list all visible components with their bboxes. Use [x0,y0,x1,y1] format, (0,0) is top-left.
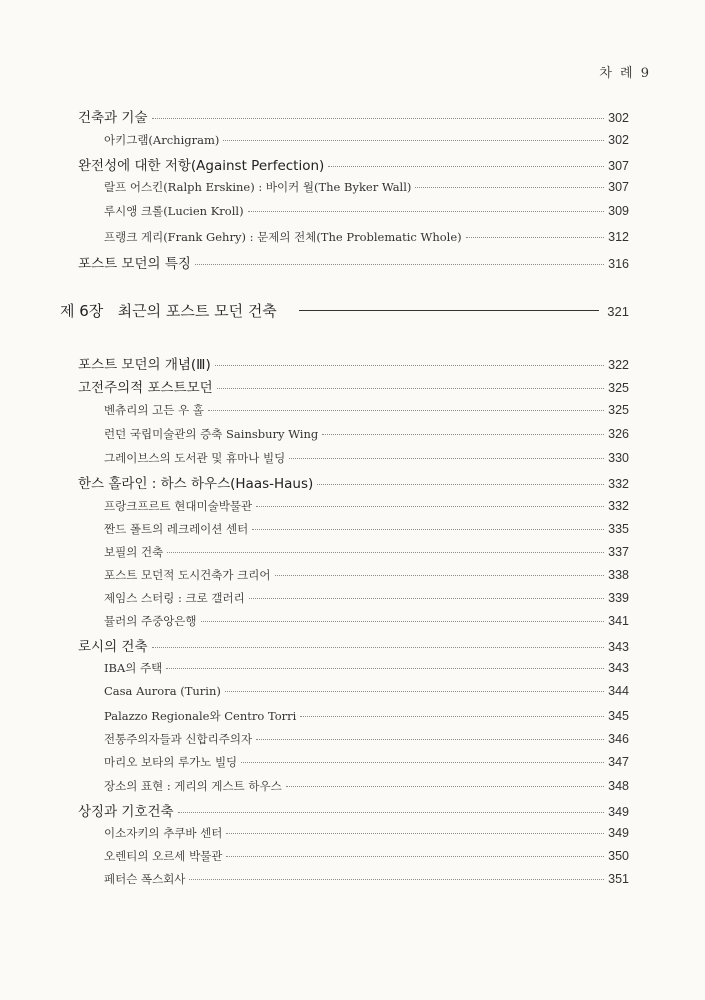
toc-entry[interactable] [104,871,629,887]
solid-leader [299,310,599,311]
toc-entry-title: 고전주의적 포스트모던 [78,380,213,396]
chapter-page: 321 [607,304,629,319]
dot-leader [208,410,604,411]
dot-leader [152,647,605,648]
toc-entry[interactable] [104,229,629,245]
toc-entry[interactable] [104,521,629,537]
dot-leader [215,365,604,366]
toc-entry-title: 한스 홀라인 : 하스 하우스(Haas-Haus) [78,476,314,492]
toc-entry-title: 상징과 기호건축 [78,804,174,820]
toc-entry-title: 랄프 어스킨(Ralph Erskine) : 바이커 월(The Byker Wall) [104,180,412,194]
toc-entry[interactable] [104,825,629,841]
toc-entry-page: 332 [608,477,629,491]
toc-entry-title: 프랭크 게리(Frank Gehry) : 문제의 전체(The Problematic Whole) [104,230,462,244]
toc-entry-page: 322 [608,358,629,372]
toc-entry[interactable] [104,731,629,747]
toc-entry-title: 포스트 모던의 개념(Ⅲ) [78,357,211,373]
dot-leader [289,458,604,459]
toc-entry[interactable] [78,106,629,126]
toc-entry-page: 339 [608,591,629,605]
toc-entry[interactable] [104,567,629,583]
toc-entry-page: 337 [608,545,629,559]
dot-leader [249,598,604,599]
toc-entry[interactable] [78,800,629,820]
toc-entry[interactable] [104,450,629,466]
toc-entry-page: 307 [608,180,629,194]
toc-entry-page: 341 [608,614,629,628]
toc-entry[interactable] [78,252,629,272]
toc-entry-page: 344 [608,684,629,698]
toc-entry-title: 페터슨 폭스회사 [104,872,186,886]
toc-entry-page: 316 [608,257,629,271]
dot-leader [415,187,604,188]
toc-entry-page: 332 [608,499,629,513]
toc-entry[interactable] [78,635,629,655]
dot-leader [201,621,605,622]
toc-entry-page: 343 [608,661,629,675]
dot-leader [166,668,604,669]
toc-entry[interactable] [104,132,629,148]
dot-leader [223,140,604,141]
dot-leader [252,529,604,530]
toc-entry-title: 보필의 건축 [104,545,164,559]
toc-entry-title: 장소의 표현 : 게리의 게스트 하우스 [104,779,282,793]
toc-entry[interactable] [104,402,629,418]
dot-leader [322,434,604,435]
toc-entry-page: 351 [608,872,629,886]
toc-entry-title: Casa Aurora (Turin) [104,684,221,698]
toc-entry-page: 349 [608,826,629,840]
toc-entry-page: 349 [608,805,629,819]
chapter-heading[interactable] [60,300,629,321]
dot-leader [248,211,605,212]
toc-entry-title: 완전성에 대한 저항(Against Perfection) [78,158,325,174]
dot-leader [217,388,604,389]
toc-entry-title: 벤츄리의 고든 우 홀 [104,403,204,417]
dot-leader [189,879,604,880]
dot-leader [317,484,604,485]
toc-entry[interactable] [104,754,629,770]
toc-entry-title: Palazzo Regionale와 Centro Torri [104,709,297,723]
toc-entry-page: 335 [608,522,629,536]
toc-entry-title: 마리오 보타의 루가노 빌딩 [104,755,238,769]
toc-entry-title: 짠드 폴트의 레크레이션 센터 [104,522,249,536]
toc-entry[interactable] [78,472,629,492]
toc-entry-page: 348 [608,779,629,793]
toc-entry[interactable] [104,498,629,514]
dot-leader [328,166,604,167]
toc-entry-title: 뮬러의 주중앙은행 [104,614,197,628]
dot-leader [466,237,605,238]
toc-entry[interactable] [104,613,629,629]
toc-entry-title: 이소자키의 추쿠바 센터 [104,826,223,840]
running-header: 차 례 9 [599,66,651,81]
toc-entry-title: 제임스 스터링 : 크로 갤러리 [104,591,245,605]
toc-entry-page: 302 [608,111,629,125]
toc-entry-title: 루시앵 크롤(Lucien Kroll) [104,204,244,218]
dot-leader [226,856,604,857]
toc-entry-page: 326 [608,427,629,441]
toc-entry-title: 포스트 모던의 특징 [78,256,191,272]
dot-leader [152,118,605,119]
toc-entry[interactable] [104,848,629,864]
toc-entry-page: 343 [608,640,629,654]
toc-entry-page: 302 [608,133,629,147]
toc-entry-page: 350 [608,849,629,863]
toc-entry-title: 건축과 기술 [78,110,148,126]
toc-entry-title: 전통주의자들과 신합리주의자 [104,732,253,746]
toc-entry-page: 346 [608,732,629,746]
dot-leader [286,786,604,787]
dot-leader [195,264,604,265]
toc-entry[interactable] [104,544,629,560]
dot-leader [275,575,605,576]
toc-entry-title: 아키그램(Archigram) [104,133,220,147]
dot-leader [300,716,604,717]
toc-entry[interactable] [104,708,629,724]
dot-leader [226,833,604,834]
chapter-title: 제 6장 최근의 포스트 모던 건축 [60,302,277,320]
dot-leader [167,552,604,553]
toc-entry-title: 오렌티의 오르세 박물관 [104,849,223,863]
toc-entry-page: 325 [608,381,629,395]
toc-entry-title: 로시의 건축 [78,639,148,655]
dot-leader [178,812,605,813]
toc-entry-page: 309 [608,204,629,218]
toc-entry[interactable] [104,660,629,676]
toc-entry[interactable] [78,353,629,373]
toc-entry[interactable] [78,154,629,174]
toc-entry[interactable] [104,203,629,219]
toc-entry[interactable] [78,376,629,396]
toc-entry-page: 347 [608,755,629,769]
toc-entry-title: 그레이브스의 도서관 및 휴마나 빌딩 [104,451,286,465]
toc-entry-title: IBA의 주택 [104,661,163,675]
toc-entry[interactable] [104,426,629,442]
toc-entry-page: 312 [608,230,629,244]
toc-entry-page: 345 [608,709,629,723]
dot-leader [225,691,604,692]
toc-entry-title: 런던 국립미술관의 증축 Sainsbury Wing [104,427,319,441]
dot-leader [256,739,604,740]
toc-entry-title: 프랑크프르트 현대미술박물관 [104,499,253,513]
dot-leader [256,506,604,507]
toc-entry[interactable] [104,778,629,794]
toc-entry-page: 338 [608,568,629,582]
toc-entry[interactable] [104,684,629,698]
dot-leader [241,762,604,763]
toc-entry-title: 포스트 모던적 도시건축가 크리어 [104,568,271,582]
toc-entry-page: 325 [608,403,629,417]
toc-entry[interactable] [104,179,629,195]
toc-entry-page: 307 [608,159,629,173]
toc-entry-page: 330 [608,451,629,465]
toc-entry[interactable] [104,590,629,606]
